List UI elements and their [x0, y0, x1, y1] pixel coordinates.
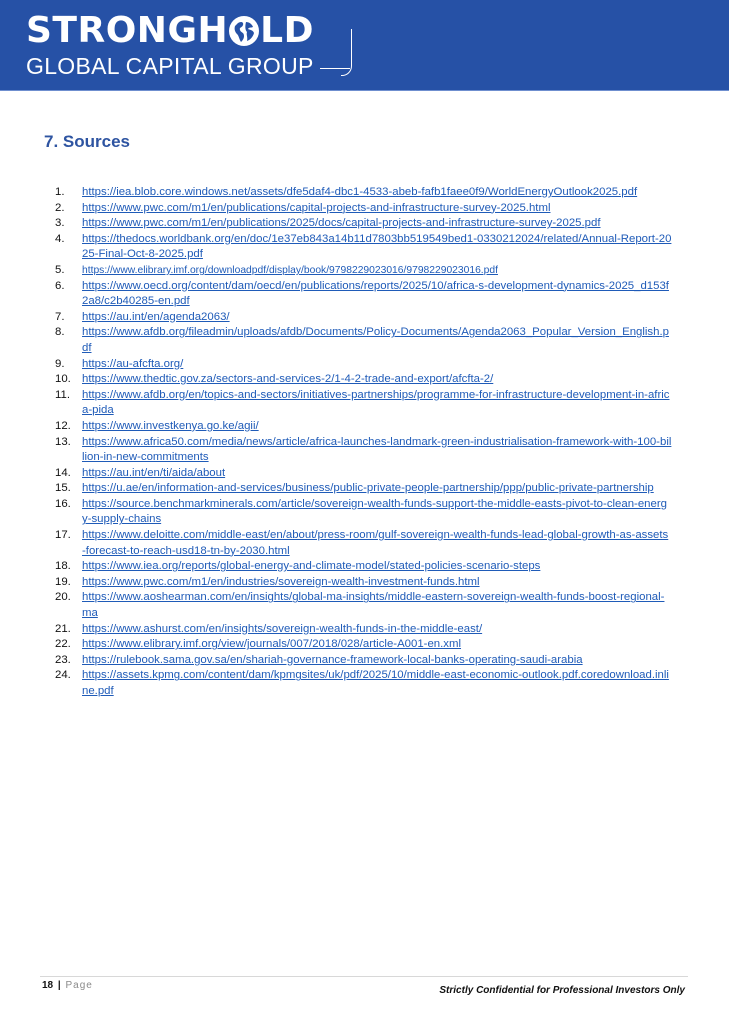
logo-text-part1: STRONGH	[26, 10, 229, 51]
source-link[interactable]: https://www.thedtic.gov.za/sectors-and-services-2/1-4-2-trade-and-export/afcfta-2/	[82, 373, 494, 386]
source-item	[55, 325, 695, 356]
source-link[interactable]: https://www.pwc.com/m1/en/publications/2025/docs/capital-projects-and-infrastructure-survey-2025.pdf	[82, 217, 601, 230]
source-number: 20.	[55, 591, 71, 604]
section-title: 7. Sources	[44, 132, 130, 151]
source-link[interactable]: https://www.aoshearman.com/en/insights/global-ma-insights/middle-eastern-sovereign-wealth-funds-boost-regional-ma	[82, 591, 665, 620]
logo-subtitle-text: GLOBAL CAPITAL GROUP	[26, 53, 314, 79]
source-number: 14.	[55, 466, 71, 479]
source-link[interactable]: https://iea.blob.core.windows.net/assets/dfe5daf4-dbc1-4533-abeb-fafb1faee0f9/WorldEnergyOutlook2025.pdf	[82, 186, 638, 198]
source-item	[55, 216, 695, 232]
source-item	[55, 466, 695, 482]
source-number: 22.	[55, 638, 71, 651]
source-link[interactable]: https://www.ashurst.com/en/insights/sovereign-wealth-funds-in-the-middle-east/	[82, 622, 483, 635]
source-link[interactable]: https://www.oecd.org/content/dam/oecd/en/publications/reports/2025/10/africa-s-development-dynamics-2025_d153f2a8/c2b40285-en.pdf	[82, 279, 669, 308]
source-number: 17.	[55, 529, 71, 542]
source-number: 7.	[55, 310, 65, 323]
source-item	[55, 263, 695, 279]
source-number: 9.	[55, 357, 65, 370]
page-label: Page	[65, 980, 93, 991]
source-link[interactable]: https://thedocs.worldbank.org/en/doc/1e37eb843a14b11d7803bb519549bed1-0330212024/related/Annual-Report-2025-Final-Oct-8-2025.pdf	[82, 232, 672, 261]
source-item	[55, 637, 695, 653]
company-logo	[26, 11, 350, 79]
source-link[interactable]: https://www.afdb.org/fileadmin/uploads/afdb/Documents/Policy-Documents/Agenda2063_Popular_Version_English.pdf	[82, 326, 669, 354]
source-link[interactable]: https://www.elibrary.imf.org/view/journals/007/2018/028/article-A001-en.xml	[82, 638, 462, 651]
source-item	[55, 575, 695, 591]
source-link[interactable]: https://www.elibrary.imf.org/downloadpdf/display/book/9798229023016/9798229023016.pdf	[82, 264, 498, 276]
page-number	[42, 980, 93, 991]
source-number: 10.	[55, 373, 71, 386]
source-number: 23.	[55, 653, 71, 666]
source-number: 2.	[55, 201, 65, 214]
source-item	[55, 590, 695, 621]
source-item	[55, 372, 695, 388]
source-item	[55, 481, 695, 497]
source-number: 21.	[55, 622, 71, 635]
globe-icon	[229, 16, 259, 46]
source-link[interactable]: https://www.afdb.org/en/topics-and-sectors/initiatives-partnerships/programme-for-infrastructure-development-in-africa-pida	[82, 388, 670, 417]
source-item	[55, 653, 695, 669]
source-link[interactable]: https://www.pwc.com/m1/en/publications/capital-projects-and-infrastructure-survey-2025.html	[82, 201, 551, 214]
source-item	[55, 232, 695, 263]
source-number: 12.	[55, 419, 71, 432]
source-number: 5.	[55, 263, 65, 276]
source-link[interactable]: https://assets.kpmg.com/content/dam/kpmgsites/uk/pdf/2025/10/middle-east-economic-outlook.pdf.coredownload.inline.pdf	[82, 669, 669, 697]
logo-subtitle	[26, 53, 350, 79]
source-item	[55, 497, 695, 528]
logo-bracket-decoration	[341, 29, 352, 76]
source-item	[55, 185, 695, 201]
source-item	[55, 528, 695, 559]
logo-text-part2: LD	[260, 10, 314, 51]
source-link[interactable]: https://u.ae/en/information-and-services/business/public-private-people-partnership/ppp/public-private-partnership	[82, 482, 654, 495]
source-item	[55, 388, 695, 419]
source-number: 19.	[55, 575, 71, 588]
sources-list	[55, 185, 695, 700]
source-item	[55, 310, 695, 326]
source-number: 13.	[55, 435, 71, 448]
source-link[interactable]: https://au-afcfta.org/	[82, 357, 184, 370]
source-link[interactable]: https://www.investkenya.go.ke/agii/	[82, 419, 259, 432]
source-number: 11.	[55, 388, 70, 401]
source-link[interactable]: https://www.africa50.com/media/news/article/africa-launches-landmark-green-industrialisation-framework-with-100-billion-in-new-commitments	[82, 435, 672, 464]
source-item	[55, 559, 695, 575]
source-item	[55, 201, 695, 217]
page-number-separator: |	[57, 980, 61, 991]
source-item	[55, 622, 695, 638]
source-item	[55, 419, 695, 435]
confidentiality-note: Strictly Confidential for Professional Investors Only	[439, 985, 685, 996]
page-number-value: 18	[42, 980, 54, 991]
source-item	[55, 435, 695, 466]
source-number: 24.	[55, 669, 71, 682]
source-item	[55, 668, 695, 699]
source-link[interactable]: https://www.iea.org/reports/global-energy-and-climate-model/stated-policies-scenario-steps	[82, 560, 541, 573]
source-number: 6.	[55, 279, 65, 292]
source-link[interactable]: https://au.int/en/ti/aida/about	[82, 466, 226, 479]
source-link[interactable]: https://www.deloitte.com/middle-east/en/about/press-room/gulf-sovereign-wealth-funds-lead-global-growth-as-assets-forecast-to-reach-usd18-tn-by-2030.html	[82, 529, 669, 557]
source-number: 15.	[55, 482, 71, 495]
source-link[interactable]: https://www.pwc.com/m1/en/industries/sovereign-wealth-investment-funds.html	[82, 575, 480, 588]
footer-divider	[40, 976, 688, 977]
source-link[interactable]: https://source.benchmarkminerals.com/article/sovereign-wealth-funds-support-the-middle-easts-pivot-to-clean-energy-supply-chains	[82, 497, 667, 526]
header-banner	[0, 0, 729, 91]
source-link[interactable]: https://rulebook.sama.gov.sa/en/shariah-governance-framework-local-banks-operating-saudi-arabia	[82, 653, 583, 666]
source-number: 3.	[55, 217, 65, 230]
source-number: 8.	[55, 326, 65, 339]
source-item	[55, 357, 695, 373]
source-number: 4.	[55, 232, 65, 245]
source-item	[55, 279, 695, 310]
source-number: 1.	[55, 186, 65, 198]
logo-wordmark	[26, 11, 350, 51]
source-number: 16.	[55, 497, 71, 510]
source-link[interactable]: https://au.int/en/agenda2063/	[82, 310, 230, 323]
source-number: 18.	[55, 560, 71, 573]
